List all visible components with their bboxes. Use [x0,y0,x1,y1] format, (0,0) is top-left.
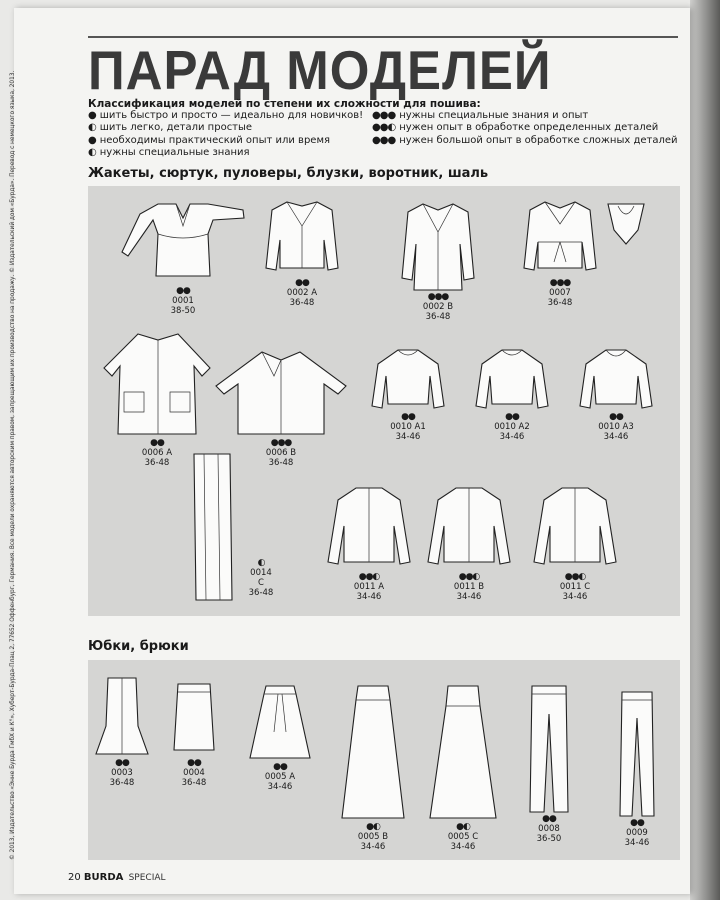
legend-row [372,110,678,122]
frock-coat-sketch-icon [398,196,478,292]
legend-text: необходимы практический опыт или время [99,134,331,146]
difficulty-dots-icon: ● [88,134,96,146]
difficulty-dots-icon: ●●● [427,292,449,302]
model-card[interactable] [614,690,660,848]
model-card[interactable] [520,196,600,308]
model-number: 0005 B [357,832,389,842]
collar-sketch-icon [604,200,648,250]
binding-edge [690,0,720,900]
difficulty-dots-icon: ●● [609,412,623,422]
model-number: 0011 A [353,582,385,592]
legend-row [88,147,363,159]
maxi-skirt-sketch-icon [428,682,498,822]
model-card[interactable] [118,196,248,316]
difficulty-dots-icon: ●●● [372,134,396,146]
legend-row [372,122,678,134]
model-card[interactable] [398,196,478,322]
model-number: 0002 A [286,288,318,298]
model-card[interactable] [324,482,414,602]
model-size: 34-46 [499,432,525,442]
difficulty-dots-icon: ●●● [270,438,292,448]
model-number: 0008 [538,824,560,834]
difficulty-dots-icon: ◐ [88,146,96,158]
jacket-sketch-icon [262,196,342,278]
model-size: 38-50 [170,306,196,316]
zip-jacket-sketch-icon [530,482,620,572]
difficulty-dots-icon: ●● [630,818,644,828]
legend-text: нужен большой опыт в обработке сложных деталей [399,134,678,146]
slim-trousers-sketch-icon [614,690,660,818]
brand-name: BURDA [83,872,124,883]
model-card[interactable] [424,482,514,602]
difficulty-legend-right [372,110,678,147]
difficulty-dots-icon: ●● [187,758,201,768]
model-size: 36-48 [248,588,274,598]
model-size: 36-48 [268,458,294,468]
shawl-sketch-icon [188,452,236,602]
page-title: ПАРАД МОДЕЛЕЙ [88,39,552,101]
difficulty-dots-icon: ●●● [372,110,396,121]
model-number: 0011 B [453,582,485,592]
coat-sketch-icon [98,328,216,438]
model-size: 34-46 [603,432,629,442]
model-card[interactable] [262,196,342,308]
maxi-skirt-sketch-icon [340,682,406,822]
difficulty-dots-icon: ●●● [549,278,571,288]
section-title-skirts: Юбки, брюки [88,639,189,654]
model-card[interactable] [524,684,574,844]
model-number: 0005 A [264,772,296,782]
model-size: 34-46 [267,782,293,792]
model-card[interactable] [94,676,150,788]
zip-jacket-sketch-icon [324,482,414,572]
copyright-note: © 2013, Издательство «Энне Бурда ГмбХ и К°», Хуберт-Бурда-Плац 2, 77652 Оффенбург, Германия. Все модели охраняются авторским правом, запрещающим их производство на продажу. © Издательский дом «Бурда». Перевод с немецкого языка, 2013. [10,70,16,860]
difficulty-dots-icon: ●●◐ [358,572,380,582]
difficulty-dots-icon: ●◐ [456,822,470,832]
model-number: 0014 C [250,568,272,588]
model-number: 0009 [626,828,648,838]
legend-text: нужен опыт в обработке определенных деталей [399,122,659,134]
difficulty-dots-icon: ● [88,110,96,121]
legend-text: нужны специальные знания [99,146,250,158]
difficulty-dots-icon: ●● [273,762,287,772]
trousers-sketch-icon [524,684,574,814]
model-size: 36-48 [109,778,135,788]
legend-row [372,135,678,147]
difficulty-dots-icon: ●● [542,814,556,824]
difficulty-dots-icon: ●●◐ [372,122,396,134]
model-card[interactable] [428,682,498,852]
flared-skirt-sketch-icon [248,682,312,762]
pullover-sketch-icon [118,196,248,286]
zip-jacket-sketch-icon [424,482,514,572]
short-coat-sketch-icon [212,346,350,438]
model-size: 36-48 [181,778,207,788]
blouse-sketch-icon [472,346,552,412]
difficulty-dots-icon: ●● [401,412,415,422]
legend-row [88,135,363,147]
difficulty-dots-icon: ●● [176,286,190,296]
model-size: 36-48 [425,312,451,322]
difficulty-dots-icon: ◐ [88,122,96,134]
section-title-jackets: Жакеты, сюртук, пуловеры, блузки, воротник, шаль [88,166,489,181]
model-number: 0001 [172,296,194,306]
model-card[interactable] [248,682,312,792]
model-card[interactable] [340,682,406,852]
model-number: 0004 [183,768,205,778]
legend-text: нужны специальные знания и опыт [399,110,589,121]
model-size: 34-46 [356,592,382,602]
model-size: 36-48 [547,298,573,308]
pencil-skirt-sketch-icon [168,680,220,758]
model-size: 34-46 [456,592,482,602]
model-size: 36-48 [289,298,315,308]
blouse-sketch-icon [576,346,656,412]
difficulty-subtitle: Классификация моделей по степени их сложности для пошива: [88,98,481,110]
model-number: 0006 A [141,448,173,458]
legend-text: шить легко, детали простые [99,122,253,134]
model-card[interactable] [530,482,620,602]
model-size: 34-46 [395,432,421,442]
model-size: 34-46 [360,842,386,852]
model-number: 0003 [111,768,133,778]
model-card[interactable] [472,346,552,442]
model-card[interactable] [168,680,220,788]
difficulty-dots-icon: ●● [295,278,309,288]
page-footer [68,872,166,883]
model-number: 0006 B [265,448,297,458]
model-size: 36-50 [536,834,562,844]
model-number: 0002 B [422,302,454,312]
brand-suffix: SPECIAL [128,873,166,883]
difficulty-dots-icon: ●● [505,412,519,422]
model-size: 34-46 [624,838,650,848]
model-card[interactable] [98,328,216,468]
skirt-sketch-icon [94,676,150,758]
model-size: 34-46 [562,592,588,602]
model-card[interactable] [212,346,350,468]
belted-jacket-sketch-icon [520,196,600,278]
difficulty-dots-icon: ●● [150,438,164,448]
legend-text: шить быстро и просто — идеально для новичков! [99,110,364,121]
page-number: 20 [68,872,81,883]
model-card[interactable] [576,346,656,442]
difficulty-dots-icon: ●●◐ [564,572,586,582]
model-number: 0010 A2 [494,422,530,432]
difficulty-dots-icon: ●●◐ [458,572,480,582]
difficulty-dots-icon: ◐ [257,558,265,568]
blouse-sketch-icon [368,346,448,412]
difficulty-dots-icon: ●● [115,758,129,768]
legend-row [88,110,363,122]
model-number: 0011 C [559,582,591,592]
model-size: 36-48 [144,458,170,468]
difficulty-legend-left [88,110,363,159]
difficulty-dots-icon: ●◐ [366,822,380,832]
model-number: 0010 A3 [598,422,634,432]
model-card[interactable] [368,346,448,442]
model-number: 0010 A1 [390,422,426,432]
model-card[interactable] [246,558,276,598]
model-size: 34-46 [450,842,476,852]
legend-row [88,122,363,134]
model-number: 0007 [549,288,571,298]
model-number: 0005 C [447,832,479,842]
